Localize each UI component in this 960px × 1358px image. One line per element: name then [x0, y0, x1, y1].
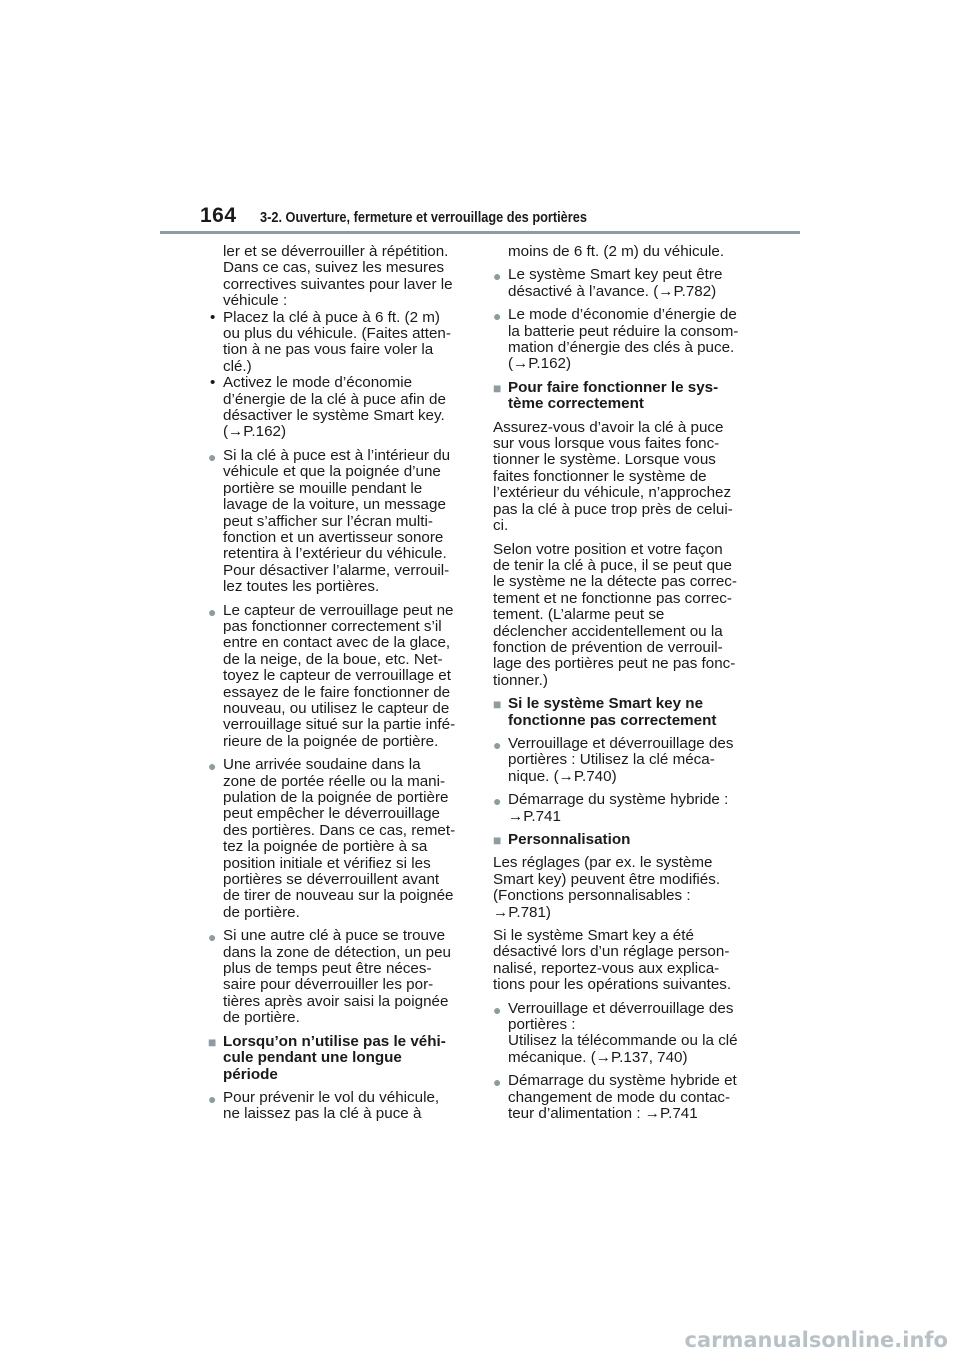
bullet-icon: ●	[493, 1074, 502, 1091]
square-icon: ■	[493, 832, 502, 848]
bullet-item	[493, 792, 758, 825]
bullet-icon: ●	[493, 268, 502, 285]
left-column	[208, 244, 470, 1130]
right-column	[493, 244, 758, 1130]
section-heading-text: Lorsqu’on n’utilise pas le véhi- cule pendant une longue période	[223, 1032, 446, 1083]
bullet-text: Le système Smart key peut être désactivé à l’avance. (→P.782)	[508, 266, 723, 300]
section-title: 3-2. Ouverture, fermeture et verrouillage des portières	[260, 210, 587, 226]
section-heading	[493, 832, 758, 848]
bullet-text: Si la clé à puce est à l’intérieur du véhicule et que la poignée d’une portière se mouille pendant le lavage de la voiture, un message peut s’afficher sur l’écran multi- fonction et un avertisseur sonore retentira à l’extérieur du véhicule. Pour désactiver l’alarme, verrouil- lez toutes les portières.	[223, 446, 451, 596]
bullet-text: Si une autre clé à puce se trouve dans la zone de détection, un peu plus de temps peut être néces- saire pour déverrouiller les por- tières après avoir saisi la poignée de portière.	[223, 927, 451, 1027]
bullet-icon: ●	[493, 793, 502, 810]
bullet-icon: ●	[208, 448, 217, 465]
bullet-item	[493, 1001, 758, 1067]
sub-bullet-icon: •	[210, 374, 216, 392]
bullet-text: Verrouillage et déverrouillage des portières : Utilisez la télécommande ou la clé mécanique. (→P.137, 740)	[508, 999, 738, 1066]
bullet-icon: ●	[208, 929, 217, 946]
bullet-text: Une arrivée soudaine dans la zone de portée réelle ou la mani- pulation de la poignée de portière peut empêcher le déverrouillage des portières. Dans ce cas, remet- tez la poignée de portière à sa position initiale et vérifiez si les portières se déverrouillent avant de tirer de nouveau sur la poignée de portière.	[223, 756, 456, 921]
sub-bullet-text: Activez le mode d’économie d’énergie de la clé à puce afin de désactiver le système Smart key. (→P.162)	[223, 374, 446, 441]
bullet-item	[208, 1090, 470, 1123]
section-heading-text: Personnalisation	[508, 831, 631, 848]
bullet-item	[208, 448, 470, 596]
bullet-icon: ●	[208, 1090, 217, 1107]
page-number: 164	[200, 204, 237, 227]
bullet-text: Le mode d’économie d’énergie de la batterie peut réduire la consom- mation d’énergie des clés à puce. (→P.162)	[508, 306, 739, 373]
section-heading	[493, 380, 758, 413]
bullet-item	[493, 307, 758, 373]
bullet-text: Pour prévenir le vol du véhicule, ne laissez pas la clé à puce à	[223, 1088, 440, 1123]
paragraph: Assurez-vous d’avoir la clé à puce sur vous lorsque vous faites fonc- tionner le système. Lorsque vous faites fonctionner le système de l’extérieur du véhicule, n’approchez pas la clé à puce trop près de celui- ci.	[493, 418, 733, 535]
bullet-item	[208, 757, 470, 921]
watermark: carmanualsonline.info	[684, 1328, 948, 1352]
bullet-text: Démarrage du système hybride : →P.741	[508, 791, 729, 825]
paragraph: Selon votre position et votre façon de tenir la clé à puce, il se peut que le système ne la détecte pas correc- tement et ne fonctionne pas correc- tement. (L’alarme peut se déclencher accidentellement ou la fonction de prévention de verrouil- lage des portières peut ne pas fonc- tionner.)	[493, 540, 737, 689]
bullet-item	[493, 1073, 758, 1122]
bullet-icon: ●	[208, 758, 217, 775]
bullet-icon: ●	[208, 603, 217, 620]
paragraph: Si le système Smart key a été désactivé lors d’un réglage person- nalisé, reportez-vous aux explica- tions pour les opérations suivantes.	[493, 927, 732, 994]
bullet-icon: ●	[493, 308, 502, 325]
section-heading-text: Si le système Smart key ne fonctionne pas correctement	[508, 695, 717, 729]
bullet-text: Le capteur de verrouillage peut ne pas fonctionner correctement s’il entre en contact avec de la glace, de la neige, de la boue, etc. Net- toyez le capteur de verrouillage et essayez de le faire fonctionner de nouveau, ou utilisez le capteur de verrouillage situé sur la partie infé- rieure de la poignée de portière.	[223, 601, 456, 750]
bullet-text: Verrouillage et déverrouillage des portières : Utilisez la clé méca- nique. (→P.740)	[508, 734, 734, 785]
section-heading-text: Pour faire fonctionner le sys- tème correctement	[508, 378, 719, 413]
square-icon: ■	[493, 696, 502, 713]
sub-bullet-text: Placez la clé à puce à 6 ft. (2 m) ou plus du véhicule. (Faites atten- tion à ne pas vous faire voler la clé.)	[223, 308, 451, 375]
bullet-item	[208, 603, 470, 751]
bullet-item	[493, 736, 758, 785]
sub-bullet-icon: •	[210, 308, 216, 326]
bullet-icon: ●	[493, 736, 502, 753]
section-heading	[208, 1034, 470, 1083]
bullet-item	[208, 928, 470, 1026]
sub-bullet-item	[208, 310, 470, 376]
header-rule	[160, 231, 800, 234]
continued-text: moins de 6 ft. (2 m) du véhicule.	[508, 243, 725, 260]
bullet-item	[493, 267, 758, 300]
bullet-text: Démarrage du système hybride et changement de mode du contac- teur d’alimentation : →P.741	[508, 1072, 737, 1123]
square-icon: ■	[208, 1033, 217, 1050]
paragraph: Les réglages (par ex. le système Smart key) peuvent être modifiés. (Fonctions personnalisables : →P.781)	[493, 854, 721, 921]
continued-text: ler et se déverrouiller à répétition. Dans ce cas, suivez les mesures correctives suivantes pour laver le véhicule :	[223, 243, 453, 310]
sub-bullet-item	[208, 375, 470, 441]
section-heading	[493, 696, 758, 729]
square-icon: ■	[493, 379, 502, 396]
bullet-icon: ●	[493, 1001, 502, 1018]
